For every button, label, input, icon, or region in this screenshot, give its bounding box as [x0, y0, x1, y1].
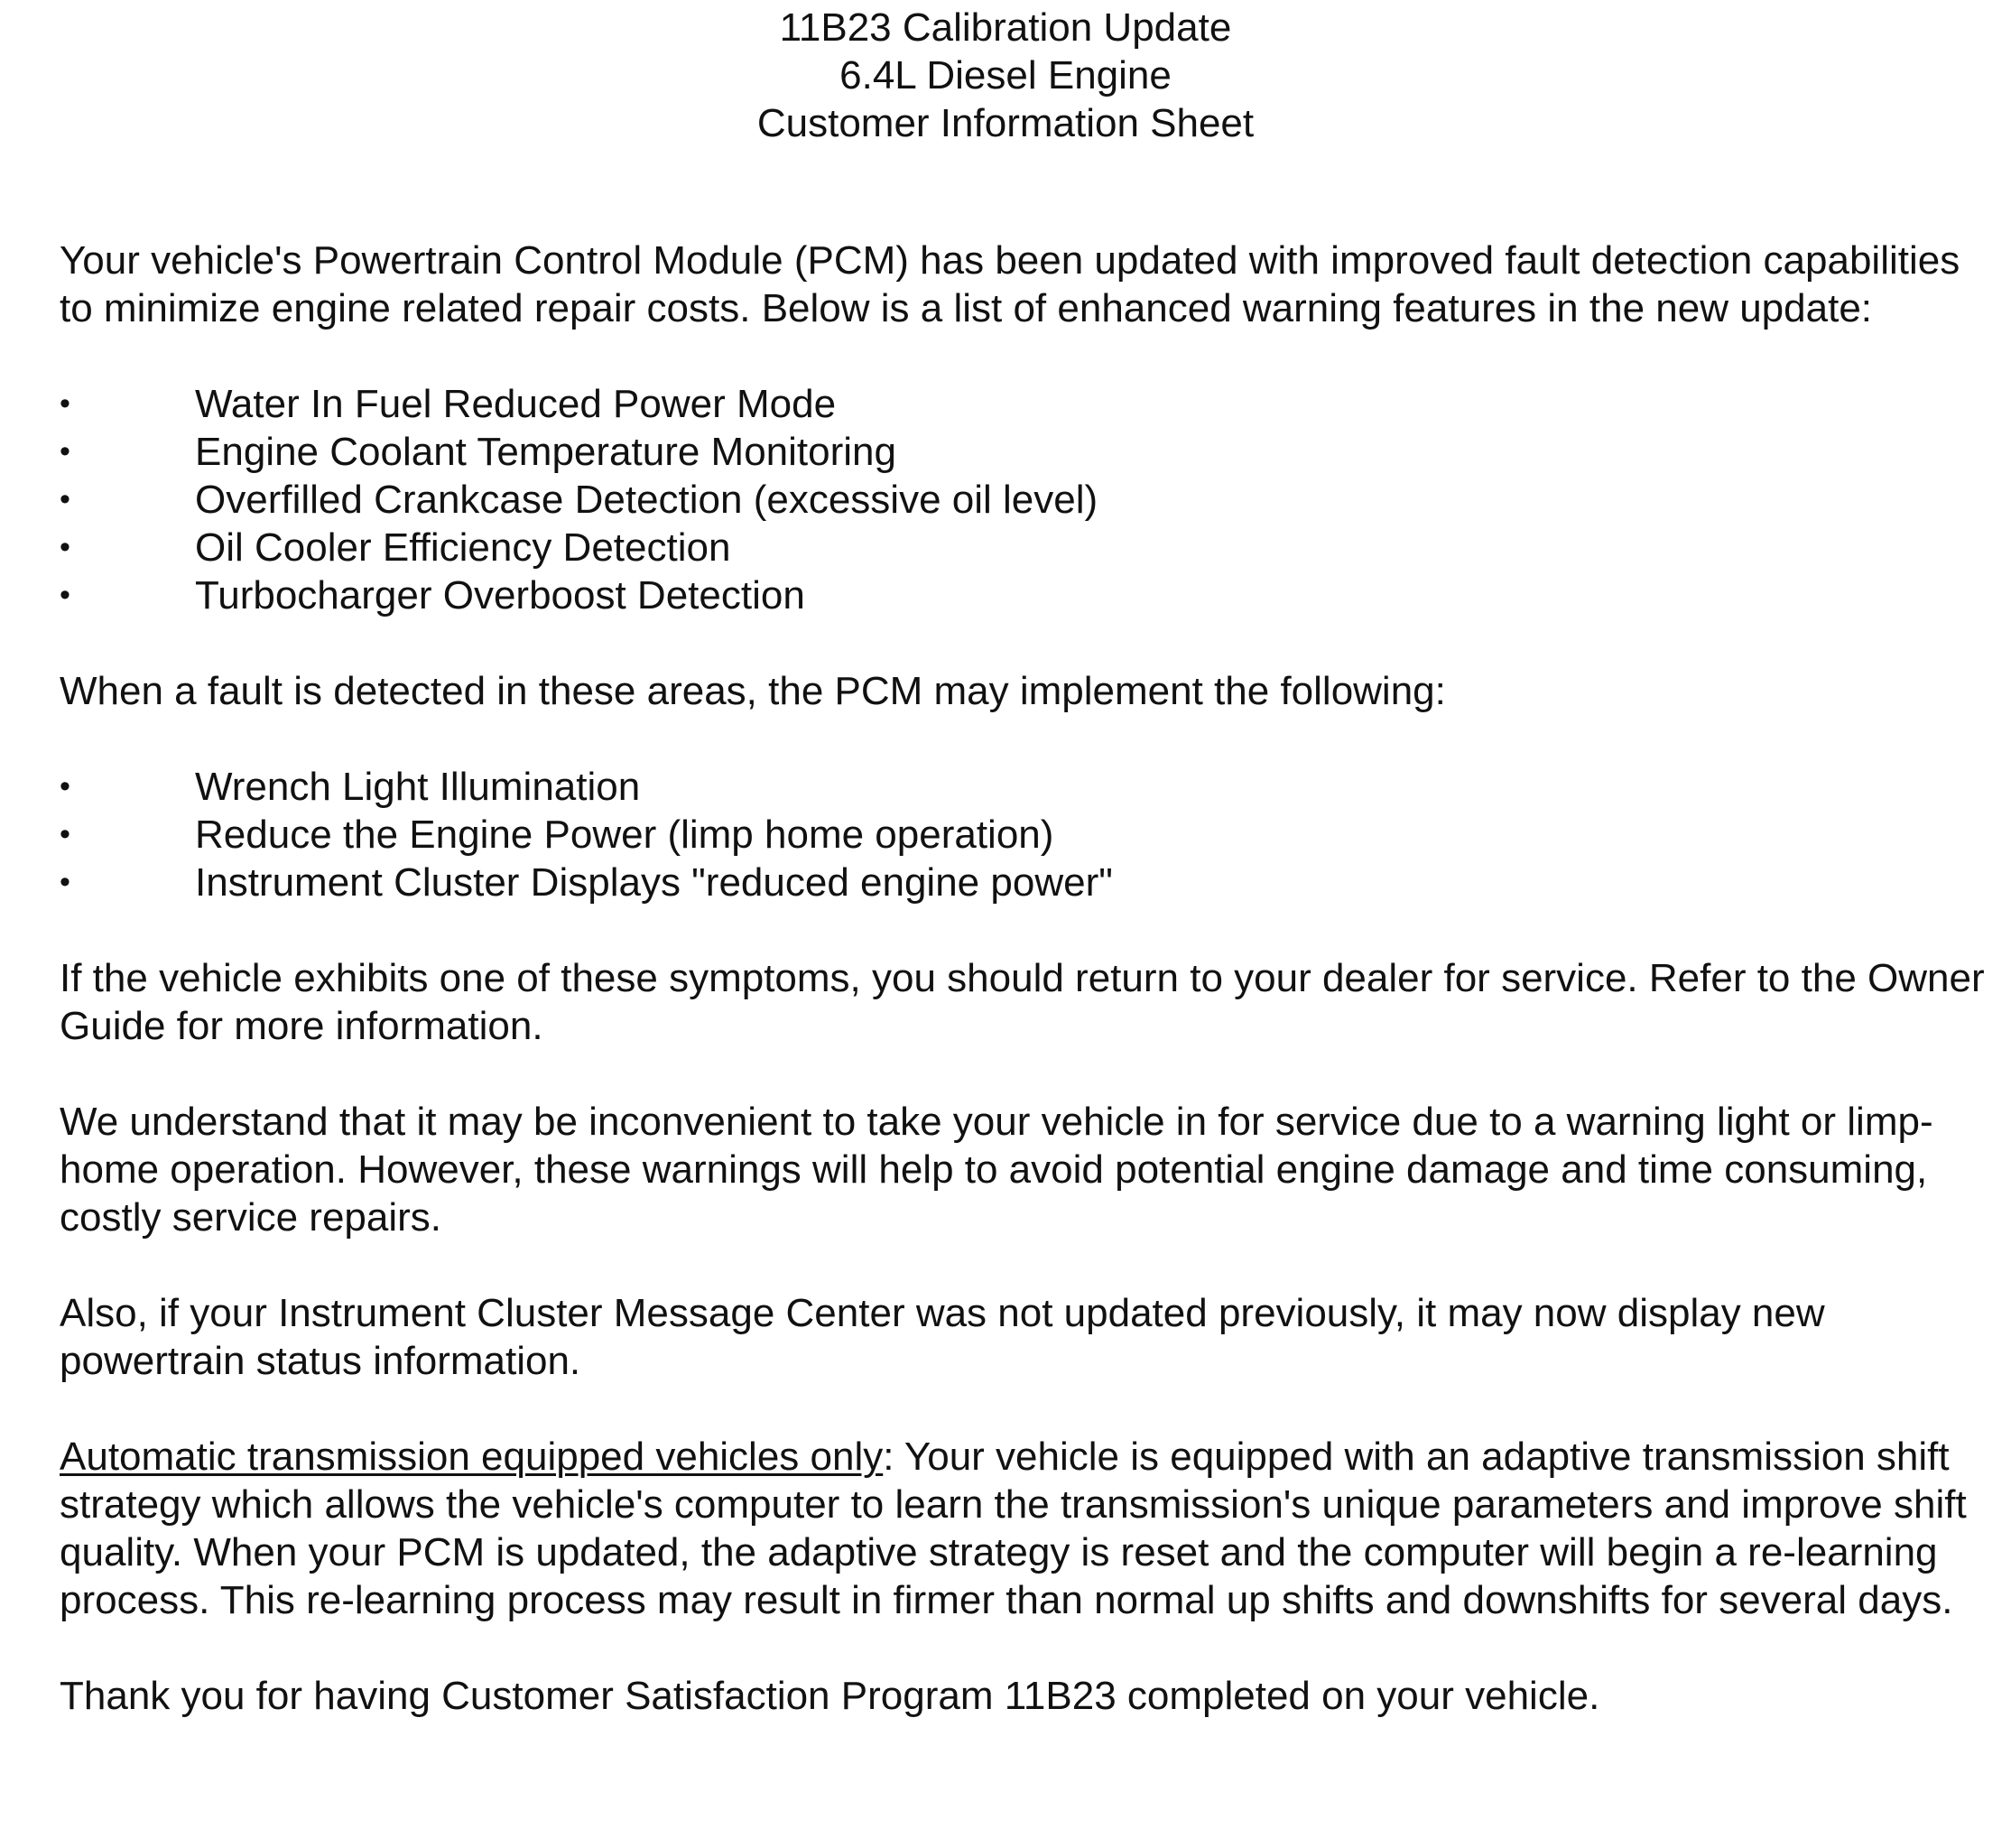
bullet-icon: •: [60, 817, 70, 851]
message-center-paragraph: Also, if your Instrument Cluster Message Center was not updated previously, it may now display new powertrain status information.: [60, 1291, 1825, 1383]
list-item: [60, 524, 2000, 571]
bullet-icon: •: [60, 769, 70, 803]
bullet-icon: •: [60, 482, 70, 516]
fault-intro-paragraph: When a fault is detected in these areas, the PCM may implement the following:: [60, 669, 1446, 713]
list-item: [60, 380, 2000, 428]
title-program-line: 11B23 Calibration Update: [779, 5, 1232, 50]
title-sheet-line: Customer Information Sheet: [756, 101, 1255, 145]
title-engine-line: 6.4L Diesel Engine: [839, 53, 1172, 98]
action-text: Reduce the Engine Power (limp home operation): [195, 813, 1054, 857]
closing-paragraph: Thank you for having Customer Satisfaction Program 11B23 completed on your vehicle.: [60, 1674, 1600, 1718]
list-item: [60, 571, 2000, 619]
list-item: [60, 811, 2000, 859]
feature-text: Engine Coolant Temperature Monitoring: [195, 430, 896, 474]
document-title: [0, 4, 2011, 147]
action-text: Instrument Cluster Displays "reduced engine power": [195, 860, 1113, 905]
bullet-icon: •: [60, 530, 70, 564]
list-item: [60, 428, 2000, 476]
intro-paragraph: Your vehicle's Powertrain Control Module (PCM) has been updated with improved fault detection capabilities to minimize engine related repair costs. Below is a list of enhanced warning features in the new update:: [60, 238, 1960, 330]
document-body: [60, 237, 2000, 1768]
transmission-body: Your vehicle is equipped with an adaptive transmission shift strategy which allows the vehicle's computer to learn the transmission's unique parameters and improve shift quality. When your PCM is updated, the adaptive strategy is reset and the computer will begin a re-learning process. This re-learning process may result in firmer than normal up shifts and downshifts for several days.: [60, 1435, 1967, 1622]
action-text: Wrench Light Illumination: [195, 765, 641, 809]
bullet-icon: •: [60, 578, 70, 612]
inconvenience-paragraph: We understand that it may be inconvenient to take your vehicle in for service due to a warning light or limp-home operation. However, these warnings will help to avoid potential engine damage and time consuming, costly service repairs.: [60, 1100, 1933, 1240]
transmission-colon: :: [883, 1435, 894, 1479]
symptoms-paragraph: If the vehicle exhibits one of these symptoms, you should return to your dealer for service. Refer to the Owner Guide for more information.: [60, 956, 1985, 1048]
feature-text: Turbocharger Overboost Detection: [195, 573, 805, 618]
transmission-heading: Automatic transmission equipped vehicles only: [60, 1435, 884, 1479]
feature-text: Water In Fuel Reduced Power Mode: [195, 382, 837, 426]
transmission-paragraph: [60, 1433, 2000, 1624]
bullet-icon: •: [60, 865, 70, 899]
feature-list: [60, 380, 2000, 619]
bullet-icon: •: [60, 386, 70, 421]
action-list: [60, 763, 2000, 906]
list-item: [60, 763, 2000, 811]
list-item: [60, 859, 2000, 906]
list-item: [60, 476, 2000, 524]
feature-text: Oil Cooler Efficiency Detection: [195, 525, 731, 570]
feature-text: Overfilled Crankcase Detection (excessive oil level): [195, 478, 1098, 522]
bullet-icon: •: [60, 434, 70, 469]
